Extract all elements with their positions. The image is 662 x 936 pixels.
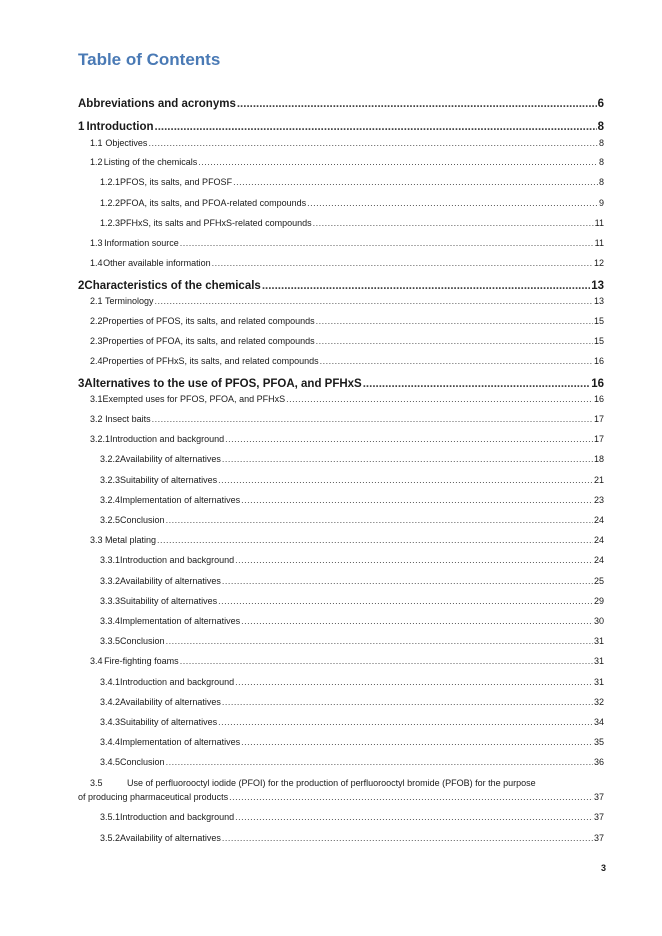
toc-entry-text: Implementation of alternatives bbox=[120, 737, 241, 747]
toc-entry-page: 31 bbox=[593, 636, 604, 646]
toc-entry-number: 3.2.5 bbox=[100, 515, 121, 525]
toc-entry-text: Information source bbox=[104, 238, 179, 248]
toc-entry-page: 32 bbox=[593, 697, 604, 707]
toc-entry-number: 2.3 bbox=[90, 336, 103, 346]
toc-entry-page: 17 bbox=[593, 434, 604, 444]
toc-entry[interactable] bbox=[78, 156, 604, 168]
toc-entry[interactable] bbox=[78, 295, 604, 307]
toc-entry-number: 3.2.2 bbox=[100, 454, 121, 464]
toc-entry-page: 24 bbox=[593, 515, 604, 525]
toc-entry[interactable] bbox=[78, 279, 604, 293]
toc-entry[interactable] bbox=[78, 377, 604, 391]
toc-entry-page: 8 bbox=[598, 157, 604, 167]
toc-entry-text: Availability of alternatives bbox=[120, 697, 221, 707]
toc-entry-text: PFHxS, its salts and PFHxS-related compounds bbox=[120, 218, 312, 228]
toc-entry-number: 3.3.2 bbox=[100, 576, 121, 586]
toc-entry[interactable] bbox=[78, 217, 604, 229]
toc-entry-text: Characteristics of the chemicals bbox=[84, 280, 261, 292]
toc-entry-number: 1.4 bbox=[90, 258, 103, 268]
page-number: 3 bbox=[600, 863, 606, 873]
toc-entry-text: Conclusion bbox=[120, 757, 165, 767]
toc-entry-wrapped-line1[interactable] bbox=[90, 777, 536, 789]
toc-entry-page: 37 bbox=[593, 833, 604, 843]
toc-entry-page: 13 bbox=[591, 280, 604, 292]
toc-entry-text: Introduction and background bbox=[110, 434, 225, 444]
toc-entry-text: Insect baits bbox=[105, 414, 151, 424]
toc-entry-page: 18 bbox=[593, 454, 604, 464]
toc-entry[interactable] bbox=[78, 176, 604, 188]
toc-entry[interactable] bbox=[78, 137, 604, 149]
toc-entry-page: 15 bbox=[593, 336, 604, 346]
toc-entry-text: Implementation of alternatives bbox=[120, 616, 241, 626]
toc-entry-number: 3.4.5 bbox=[100, 757, 121, 767]
toc-entry-number: 1.2.1 bbox=[100, 177, 121, 187]
toc-entry-page: 12 bbox=[593, 258, 604, 268]
toc-entry-number: 3.3.1 bbox=[100, 555, 121, 565]
toc-entry-page: 36 bbox=[593, 757, 604, 767]
toc-entry-number: 1.2 bbox=[90, 157, 103, 167]
toc-entry-page: 25 bbox=[593, 576, 604, 586]
toc-entry-number: 3.4 bbox=[90, 656, 103, 666]
toc-entry-page: 8 bbox=[598, 138, 604, 148]
toc-entry-page: 8 bbox=[598, 177, 604, 187]
toc-entry-number: 3.3.4 bbox=[100, 616, 121, 626]
toc-entry-number: 3.2 bbox=[90, 414, 103, 424]
toc-entry[interactable] bbox=[78, 655, 604, 667]
toc-entry-number: 2.2 bbox=[90, 316, 103, 326]
toc-entry[interactable] bbox=[78, 257, 604, 269]
toc-entry-text: Properties of PFOA, its salts, and related compounds bbox=[102, 336, 315, 346]
toc-entry[interactable] bbox=[78, 615, 604, 627]
toc-entry-number: 1.3 bbox=[90, 238, 103, 248]
toc-entry-text: Introduction and background bbox=[120, 812, 235, 822]
toc-entry-number: 3.4.1 bbox=[100, 677, 121, 687]
toc-entry[interactable] bbox=[78, 335, 604, 347]
toc-entry-text: PFOA, its salts, and PFOA-related compounds bbox=[120, 198, 307, 208]
toc-entry-text: Objectives bbox=[105, 138, 148, 148]
toc-entry-number: 1 bbox=[78, 121, 85, 133]
toc-entry-number: 3.5.1 bbox=[100, 812, 121, 822]
toc-entry-text: Conclusion bbox=[120, 515, 165, 525]
toc-entry[interactable] bbox=[78, 635, 604, 647]
toc-entry-text: Introduction and background bbox=[120, 677, 235, 687]
toc-entry[interactable] bbox=[78, 494, 604, 506]
toc-entry[interactable] bbox=[78, 433, 604, 445]
toc-entry-text: Introduction bbox=[86, 121, 154, 133]
toc-entry-page: 34 bbox=[593, 717, 604, 727]
toc-entry-number: 3.3 bbox=[90, 535, 103, 545]
toc-entry-page: 13 bbox=[593, 296, 604, 306]
toc-entry-text: PFOS, its salts, and PFOSF bbox=[120, 177, 233, 187]
toc-entry-number: 3.5.2 bbox=[100, 833, 121, 843]
toc-entry[interactable] bbox=[78, 315, 604, 327]
toc-entry-page: 31 bbox=[593, 677, 604, 687]
toc-entry-text: Suitability of alternatives bbox=[120, 596, 218, 606]
toc-entry-text: Metal plating bbox=[104, 535, 156, 545]
toc-entry[interactable] bbox=[78, 696, 604, 708]
toc-entry-page: 16 bbox=[593, 356, 604, 366]
toc-entry-page: 24 bbox=[593, 555, 604, 565]
toc-entry-page: 15 bbox=[593, 316, 604, 326]
toc-entry-number: 3 bbox=[78, 378, 85, 390]
toc-entry-page: 11 bbox=[594, 238, 604, 248]
toc-entry[interactable] bbox=[78, 197, 604, 209]
toc-entry-text: Abbreviations and acronyms bbox=[78, 98, 236, 110]
toc-entry-page: 35 bbox=[593, 737, 604, 747]
toc-entry-page: 29 bbox=[593, 596, 604, 606]
toc-entry-wrapped-line2[interactable] bbox=[78, 791, 604, 803]
toc-entry-text: of producing pharmaceutical products bbox=[78, 792, 229, 802]
toc-entry-text: Properties of PFOS, its salts, and related compounds bbox=[102, 316, 315, 326]
toc-entry-page: 21 bbox=[593, 475, 604, 485]
toc-entry-page: 31 bbox=[593, 656, 604, 666]
toc-entry[interactable] bbox=[78, 474, 604, 486]
toc-entry-number: 2.1 bbox=[90, 296, 103, 306]
toc-entry-text: Properties of PFHxS, its salts, and related compounds bbox=[102, 356, 319, 366]
toc-entry[interactable] bbox=[78, 514, 604, 526]
toc-entry-page: 11 bbox=[594, 218, 604, 228]
toc-entry[interactable] bbox=[78, 120, 604, 134]
toc-entry-page: 16 bbox=[591, 378, 604, 390]
toc-entry-text: Alternatives to the use of PFOS, PFOA, and PFHxS bbox=[84, 378, 362, 390]
toc-entry-number: 3.3.5 bbox=[100, 636, 121, 646]
toc-entry-number: 3.4.4 bbox=[100, 737, 121, 747]
toc-entry-page: 6 bbox=[597, 98, 604, 110]
toc-entry-number: 2 bbox=[78, 280, 85, 292]
toc-entry-number: 3.2.3 bbox=[100, 475, 121, 485]
toc-entry[interactable] bbox=[78, 237, 604, 249]
toc-entry[interactable] bbox=[78, 595, 604, 607]
toc-entry[interactable] bbox=[78, 413, 604, 425]
toc-entry[interactable] bbox=[78, 534, 604, 546]
toc-entry[interactable] bbox=[78, 716, 604, 728]
toc-entry-number: 3.1 bbox=[90, 394, 103, 404]
toc-entry-number: 1.2.2 bbox=[100, 198, 121, 208]
toc-entry-text: Exempted uses for PFOS, PFOA, and PFHxS bbox=[102, 394, 286, 404]
toc-entry-number: 3.4.3 bbox=[100, 717, 121, 727]
toc-entry-page: 23 bbox=[593, 495, 604, 505]
toc-entry-number: 2.4 bbox=[90, 356, 103, 366]
toc-entry-number: 3.4.2 bbox=[100, 697, 121, 707]
toc-entry-number: 1.2.3 bbox=[100, 218, 121, 228]
toc-entry-text: Availability of alternatives bbox=[120, 454, 221, 464]
toc-entry-text: Other available information bbox=[103, 258, 211, 268]
toc-entry[interactable] bbox=[78, 756, 604, 768]
page-title: Table of Contents bbox=[78, 50, 221, 69]
toc-entry-text: Listing of the chemicals bbox=[103, 157, 198, 167]
toc-entry-number: 3.3.3 bbox=[100, 596, 121, 606]
toc-entry-text: Introduction and background bbox=[120, 555, 235, 565]
toc-entry[interactable] bbox=[78, 575, 604, 587]
toc-entry-page: 8 bbox=[597, 121, 604, 133]
toc-entry-text: Suitability of alternatives bbox=[120, 475, 218, 485]
toc-entry[interactable] bbox=[78, 453, 604, 465]
toc-entry-page: 37 bbox=[593, 812, 604, 822]
toc-entry-page: 16 bbox=[593, 394, 604, 404]
toc-entry[interactable] bbox=[78, 97, 604, 111]
toc-entry-text: Conclusion bbox=[120, 636, 165, 646]
toc-entry[interactable] bbox=[78, 393, 604, 405]
toc-entry-page: 9 bbox=[598, 198, 604, 208]
toc-entry-number: 3.2.1 bbox=[90, 434, 111, 444]
toc-entry[interactable] bbox=[78, 832, 604, 844]
toc-entry-text: Terminology bbox=[105, 296, 154, 306]
toc-entry-page: 17 bbox=[593, 414, 604, 424]
toc-entry-page: 24 bbox=[593, 535, 604, 545]
toc-entry-text: Suitability of alternatives bbox=[120, 717, 218, 727]
toc-entry[interactable] bbox=[78, 554, 604, 566]
toc-entry-text: Use of perfluorooctyl iodide (PFOI) for the production of perfluorooctyl bromide (PFOB) for the purpose bbox=[127, 778, 536, 788]
toc-entry-text: Implementation of alternatives bbox=[120, 495, 241, 505]
toc-entry[interactable] bbox=[78, 736, 604, 748]
toc-entry-text: Availability of alternatives bbox=[120, 576, 221, 586]
toc-entry-number: 3.2.4 bbox=[100, 495, 121, 505]
toc-entry[interactable] bbox=[78, 676, 604, 688]
toc-entry-text: Availability of alternatives bbox=[120, 833, 221, 843]
toc-entry-page: 37 bbox=[593, 792, 604, 802]
toc-entry-number: 3.5 bbox=[90, 778, 103, 788]
toc-entry-text: Fire-fighting foams bbox=[104, 656, 179, 666]
toc-entry[interactable] bbox=[78, 811, 604, 823]
toc-entry[interactable] bbox=[78, 355, 604, 367]
toc-entry-number: 1.1 bbox=[90, 138, 103, 148]
toc-entry-page: 30 bbox=[593, 616, 604, 626]
